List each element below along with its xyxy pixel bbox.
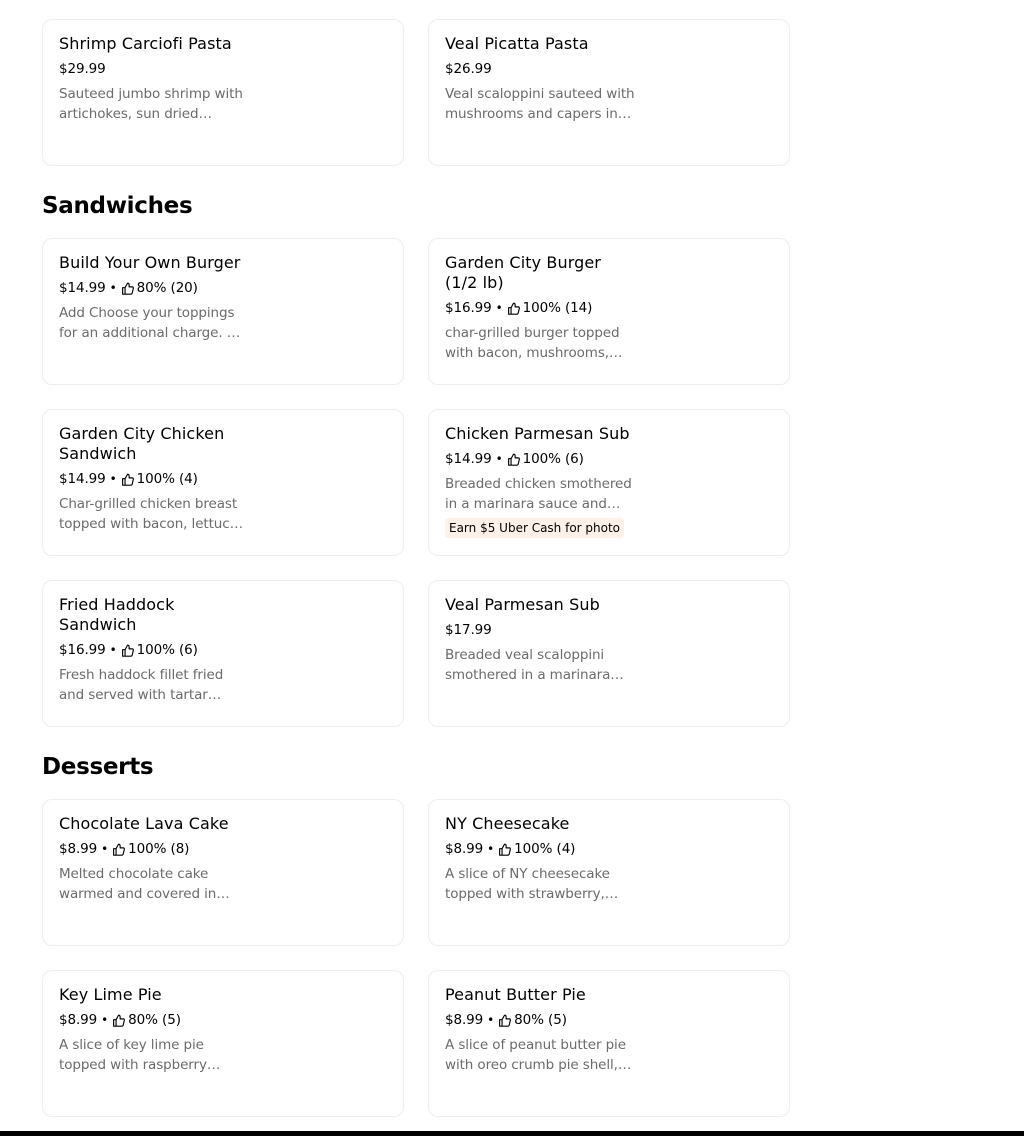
menu-item-rating: 100% (8) <box>128 841 190 857</box>
menu-item-price: $8.99 <box>445 841 484 857</box>
menu-item-description: char-grilled burger topped with bacon, mushrooms, <box>445 325 620 361</box>
menu-item-card[interactable] <box>428 19 790 166</box>
menu-item-description: A slice of peanut butter pie with oreo crumb pie shell, <box>445 1037 626 1073</box>
menu-item-meta <box>59 279 249 297</box>
menu-item-description: Add Choose your toppings for an additional charge. All <box>59 305 244 341</box>
menu-item-meta <box>59 60 249 78</box>
menu-item-content <box>59 814 249 904</box>
menu-item-description: Breaded chicken smothered in a marinara sauce and <box>445 476 632 512</box>
thumbs-up-icon <box>112 1014 125 1027</box>
menu-item-card[interactable] <box>428 799 790 946</box>
menu-item-content <box>445 985 635 1075</box>
menu-item-meta <box>59 470 249 488</box>
menu-item-card[interactable] <box>42 19 404 166</box>
thumbs-up-icon <box>507 453 520 466</box>
menu-item-name: Key Lime Pie <box>59 985 162 1004</box>
menu-item-rating: 80% (5) <box>128 1012 181 1028</box>
menu-item-name: Garden City Chicken Sandwich <box>59 424 225 463</box>
menu-item-card[interactable] <box>42 970 404 1117</box>
menu-item-name: Peanut Butter Pie <box>445 985 586 1004</box>
menu-item-description: Breaded veal scaloppini smothered in a marinara <box>445 647 611 683</box>
separator-dot: • <box>487 842 495 856</box>
promo-badge[interactable]: Earn $5 Uber Cash for photo <box>445 518 624 538</box>
menu-item-meta <box>59 840 249 858</box>
menu-item-description: Char-grilled chicken breast topped with bacon, lettuce, <box>59 496 242 532</box>
menu-item-card[interactable] <box>428 970 790 1117</box>
menu-item-card[interactable] <box>42 799 404 946</box>
menu-item-meta <box>445 60 635 78</box>
section-title-desserts: Desserts <box>42 754 154 780</box>
menu-item-meta <box>445 299 635 317</box>
thumbs-up-icon <box>112 843 125 856</box>
menu-item-name: Shrimp Carciofi Pasta <box>59 34 232 53</box>
menu-item-meta <box>445 1011 635 1029</box>
menu-item-card[interactable] <box>42 409 404 556</box>
menu-item-meta <box>59 1011 249 1029</box>
thumbs-up-icon <box>498 843 511 856</box>
menu-item-content <box>445 34 635 124</box>
menu-item-price: $14.99 <box>59 471 106 487</box>
menu-item-meta <box>445 450 635 468</box>
menu-item-description: Melted chocolate cake warmed and covered in <box>59 866 217 902</box>
menu-item-card[interactable] <box>42 580 404 727</box>
menu-item-meta <box>445 840 635 858</box>
menu-item-rating: 100% (6) <box>522 451 584 467</box>
menu-item-name: Chicken Parmesan Sub <box>445 424 630 443</box>
menu-item-name: Chocolate Lava Cake <box>59 814 229 833</box>
menu-item-price: $16.99 <box>445 300 492 316</box>
menu-item-meta <box>445 621 635 639</box>
menu-item-content <box>445 595 635 685</box>
separator-dot: • <box>487 1013 495 1027</box>
thumbs-up-icon <box>498 1014 511 1027</box>
menu-item-rating: 80% (20) <box>136 280 198 296</box>
section-title-sandwiches: Sandwiches <box>42 193 193 219</box>
menu-item-name: Veal Picatta Pasta <box>445 34 589 53</box>
menu-item-card[interactable] <box>428 580 790 727</box>
menu-item-content <box>59 595 249 705</box>
thumbs-up-icon <box>121 473 134 486</box>
menu-item-rating: 100% (4) <box>514 841 576 857</box>
menu-item-content <box>59 253 249 343</box>
menu-item-content <box>445 253 635 363</box>
menu-item-card[interactable] <box>428 409 790 556</box>
menu-item-description: Veal scaloppini sauteed with mushrooms and capers in a <box>445 86 635 122</box>
thumbs-up-icon <box>121 644 134 657</box>
menu-item-price: $29.99 <box>59 61 106 77</box>
separator-dot: • <box>109 281 117 295</box>
menu-item-card[interactable] <box>428 238 790 385</box>
menu-item-price: $8.99 <box>59 841 98 857</box>
separator-dot: • <box>101 842 109 856</box>
menu-item-price: $26.99 <box>445 61 492 77</box>
separator-dot: • <box>109 643 117 657</box>
separator-dot: • <box>495 452 503 466</box>
menu-item-price: $8.99 <box>445 1012 484 1028</box>
menu-item-name: Build Your Own Burger <box>59 253 241 272</box>
menu-item-name: Fried Haddock Sandwich <box>59 595 175 634</box>
menu-item-rating: 80% (5) <box>514 1012 567 1028</box>
thumbs-up-icon <box>507 302 520 315</box>
menu-item-description: Fresh haddock fillet fried and served with tartar <box>59 667 224 703</box>
menu-item-meta <box>59 641 249 659</box>
menu-item-price: $14.99 <box>59 280 106 296</box>
thumbs-up-icon <box>121 282 134 295</box>
footer-edge <box>0 1131 1024 1136</box>
menu-item-rating: 100% (6) <box>136 642 198 658</box>
menu-item-price: $17.99 <box>445 622 492 638</box>
separator-dot: • <box>109 472 117 486</box>
menu-item-card[interactable] <box>42 238 404 385</box>
menu-item-content <box>59 985 249 1075</box>
menu-item-rating: 100% (14) <box>522 300 593 316</box>
separator-dot: • <box>101 1013 109 1027</box>
menu-item-description: A slice of NY cheesecake topped with strawberry, <box>445 866 610 902</box>
menu-item-price: $16.99 <box>59 642 106 658</box>
menu-item-price: $14.99 <box>445 451 492 467</box>
separator-dot: • <box>495 301 503 315</box>
menu-item-description: Sauteed jumbo shrimp with artichokes, sun dried <box>59 86 243 122</box>
menu-item-name: Veal Parmesan Sub <box>445 595 600 614</box>
menu-item-content <box>445 814 635 904</box>
menu-item-description: A slice of key lime pie topped with raspberry <box>59 1037 207 1073</box>
menu-item-content <box>59 34 249 124</box>
menu-item-rating: 100% (4) <box>136 471 198 487</box>
menu-item-content <box>445 424 635 538</box>
menu-item-content <box>59 424 249 534</box>
menu-item-price: $8.99 <box>59 1012 98 1028</box>
menu-item-name: Garden City Burger (1/2 lb) <box>445 253 601 292</box>
menu-item-name: NY Cheesecake <box>445 814 570 833</box>
